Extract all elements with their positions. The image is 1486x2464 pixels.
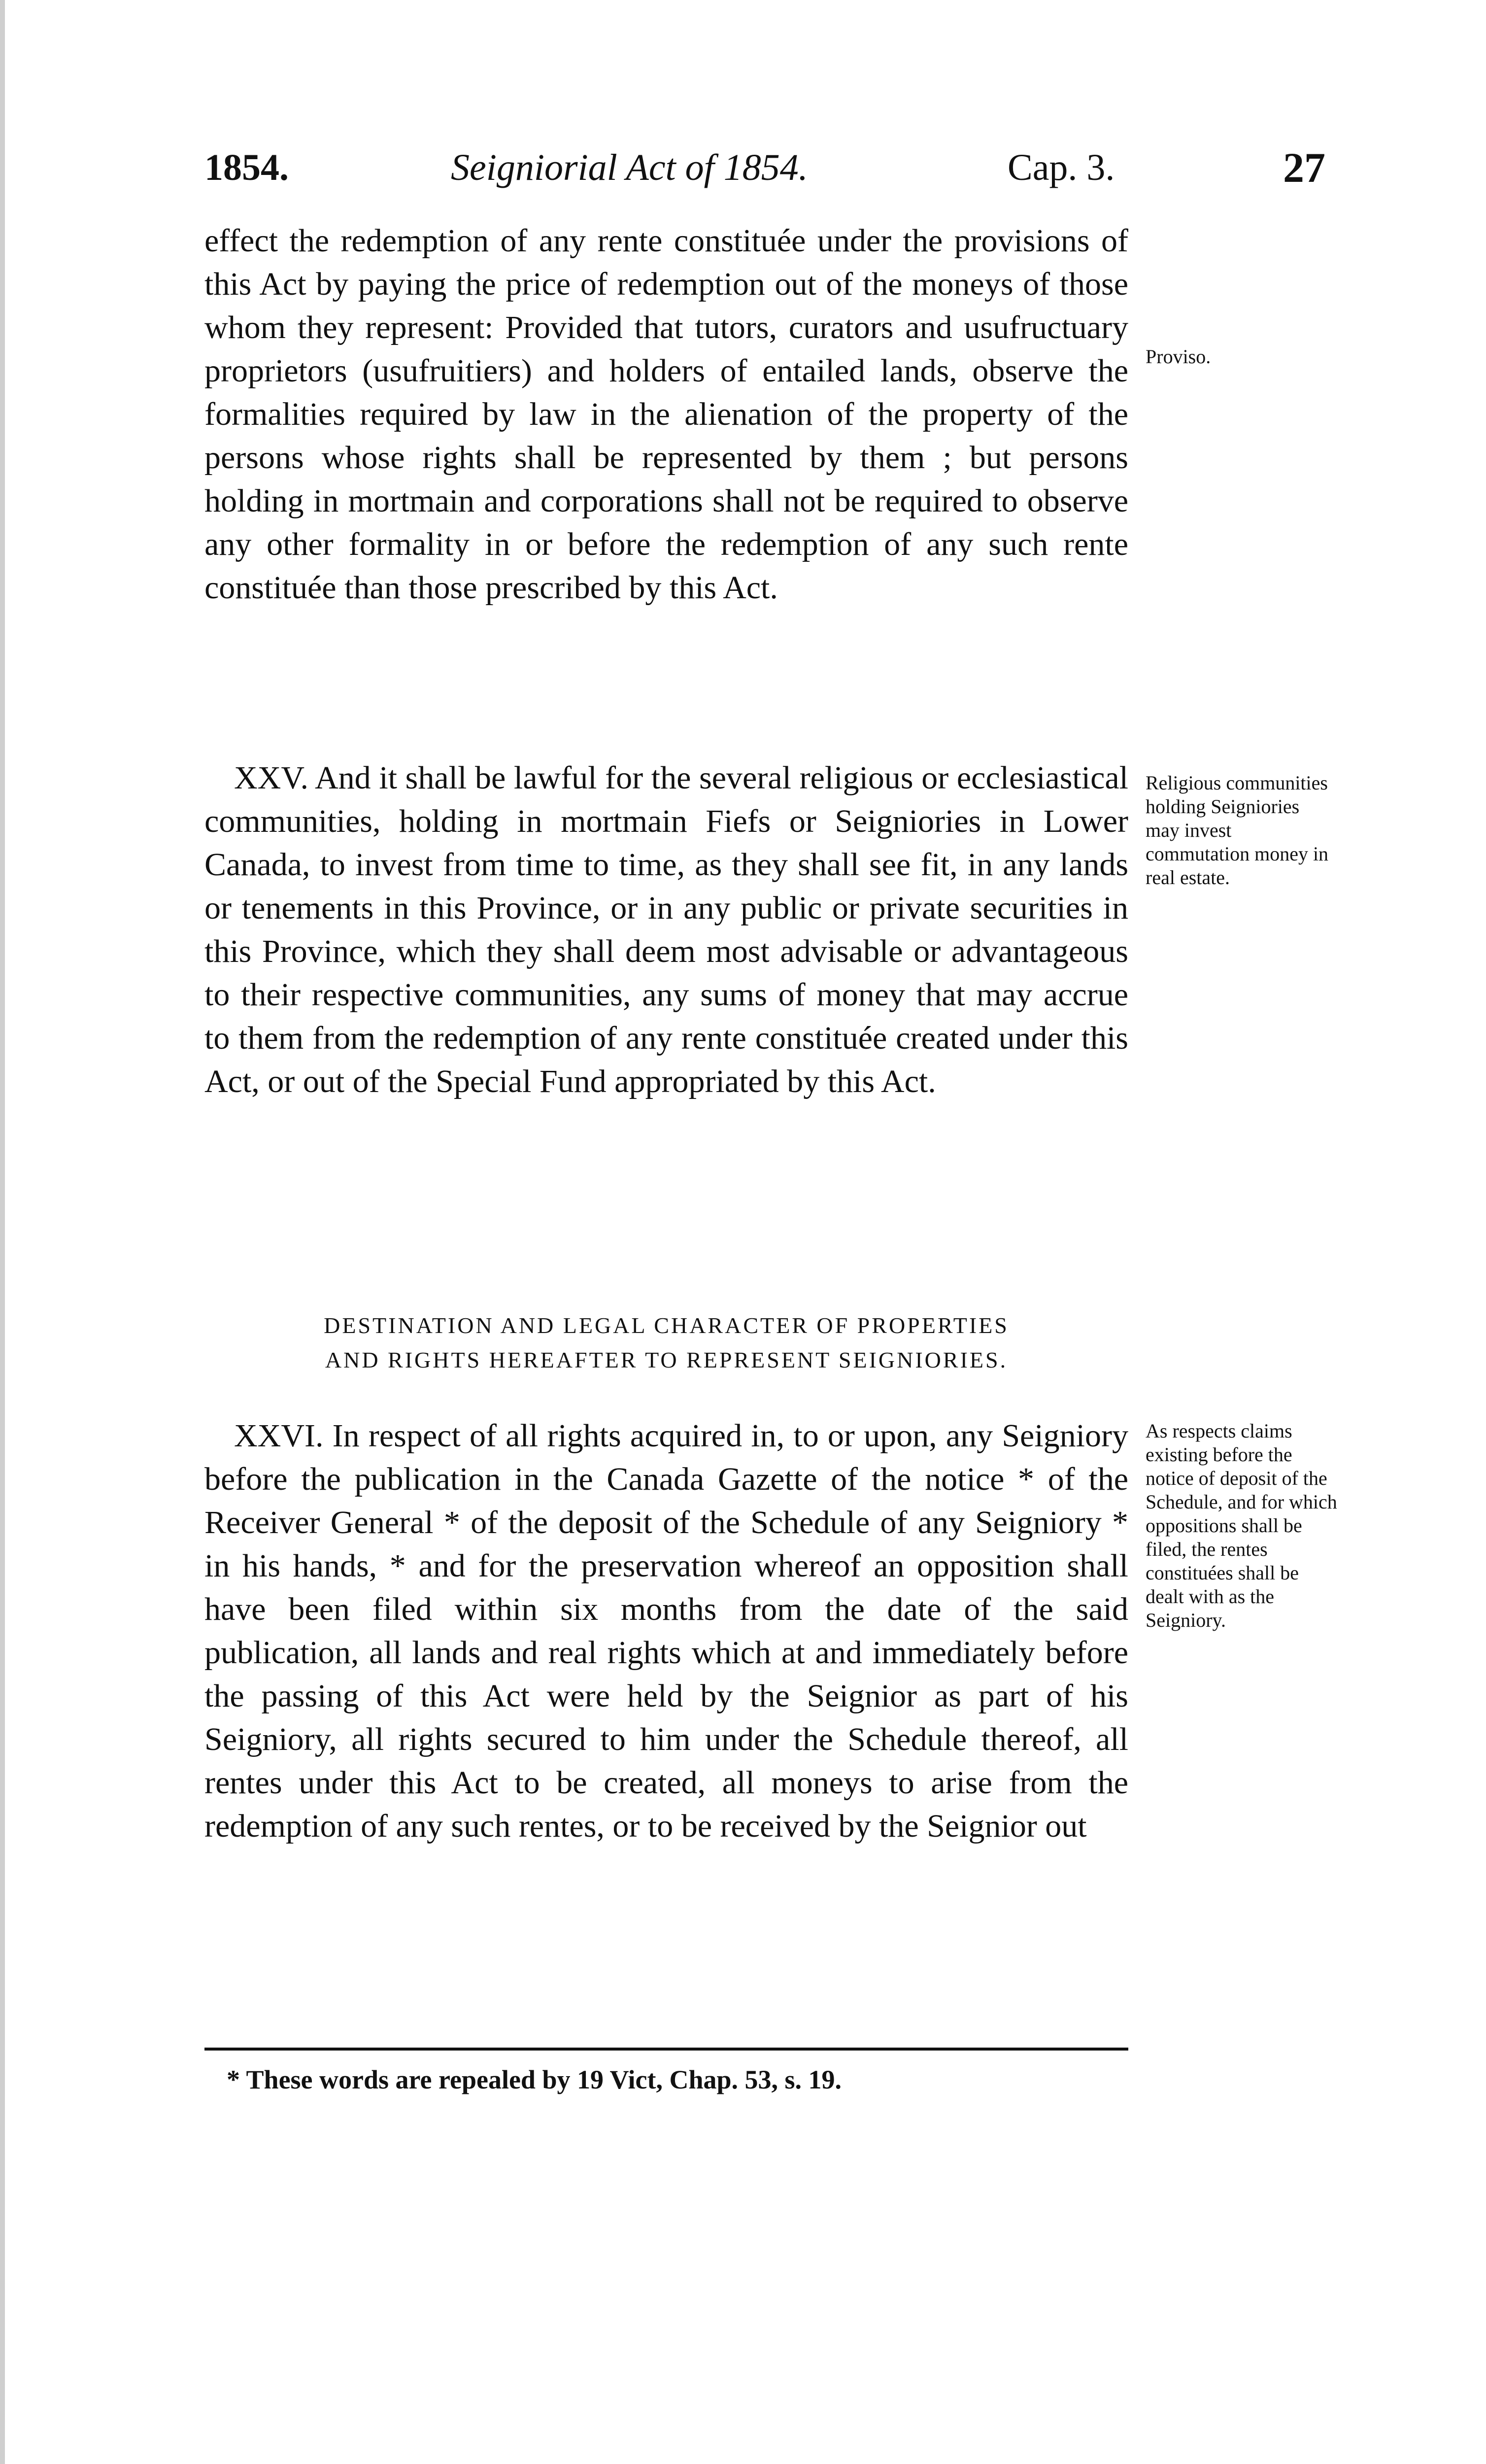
section-heading-line-2: AND RIGHTS HEREAFTER TO REPRESENT SEIGNIORIES. <box>325 1347 1008 1372</box>
margin-note-claims: As respects claims existing before the notice of deposit of the Schedule, and for which oppositions shall be filed, the rentes constituées shall be dealt with as the Seigniory. <box>1146 1420 1337 1631</box>
header-year: 1854. <box>204 147 289 188</box>
footnote-rule <box>204 2048 1128 2051</box>
paragraph-continuation: effect the redemption of any rente constituée under the provisions of this Act by paying the price of redemption out of the moneys of those whom they represent: Provided that tutors, curators and usufructuary proprietors (usufruitiers) and holders of entailed lands, observe the formalities required by law in the alienation of the property of the persons whose rights shall be represented by them ; but persons holding in mortmain and corporations shall not be required to observe any other formality in or before the redemption of any such rente constituée than those prescribed by this Act. <box>204 223 1128 606</box>
header-chapter: Cap. 3. <box>1008 147 1115 188</box>
section-xxv-paragraph: XXV. And it shall be lawful for the several religious or ecclesiastical communities, holding in mortmain Fiefs or Seigniories in Lower Canada, to invest from time to time, as they shall see fit, in any lands or tenements in this Province, or in any public or private securities in this Province, which they shall deem most advisable or advantageous to their respective communities, any sums of money that may accrue to them from the redemption of any rente constituée created under this Act, or out of the Special Fund appropriated by this Act. <box>204 760 1128 1099</box>
page-number: 27 <box>1283 144 1325 191</box>
section-heading-line-1: DESTINATION AND LEGAL CHARACTER OF PROPERTIES <box>324 1313 1009 1338</box>
footnote: * These words are repealed by 19 Vict, Chap. 53, s. 19. <box>227 2065 842 2094</box>
header-title: Seigniorial Act of 1854. <box>451 147 808 188</box>
running-header <box>204 140 1325 195</box>
page-edge <box>0 0 5 2464</box>
section-heading <box>204 1308 1128 1377</box>
margin-note-religious-communities: Religious communities holding Seigniories may invest commutation money in real estate. <box>1146 772 1329 889</box>
margin-note-proviso: Proviso. <box>1146 345 1211 368</box>
section-xxvi-paragraph: XXVI. In respect of all rights acquired in, to or upon, any Seigniory before the publication in the Canada Gazette of the notice * of the Receiver General * of the deposit of the Schedule of any Seigniory * in his hands, * and for the preservation whereof an opposition shall have been filed within six months from the date of the said publication, all lands and real rights which at and immediately before the passing of this Act were held by the Seignior as part of his Seigniory, all rights secured to him under the Schedule thereof, all rentes under this Act to be created, all moneys to arise from the redemption of any such rentes, or to be received by the Seignior out <box>204 1418 1128 1844</box>
